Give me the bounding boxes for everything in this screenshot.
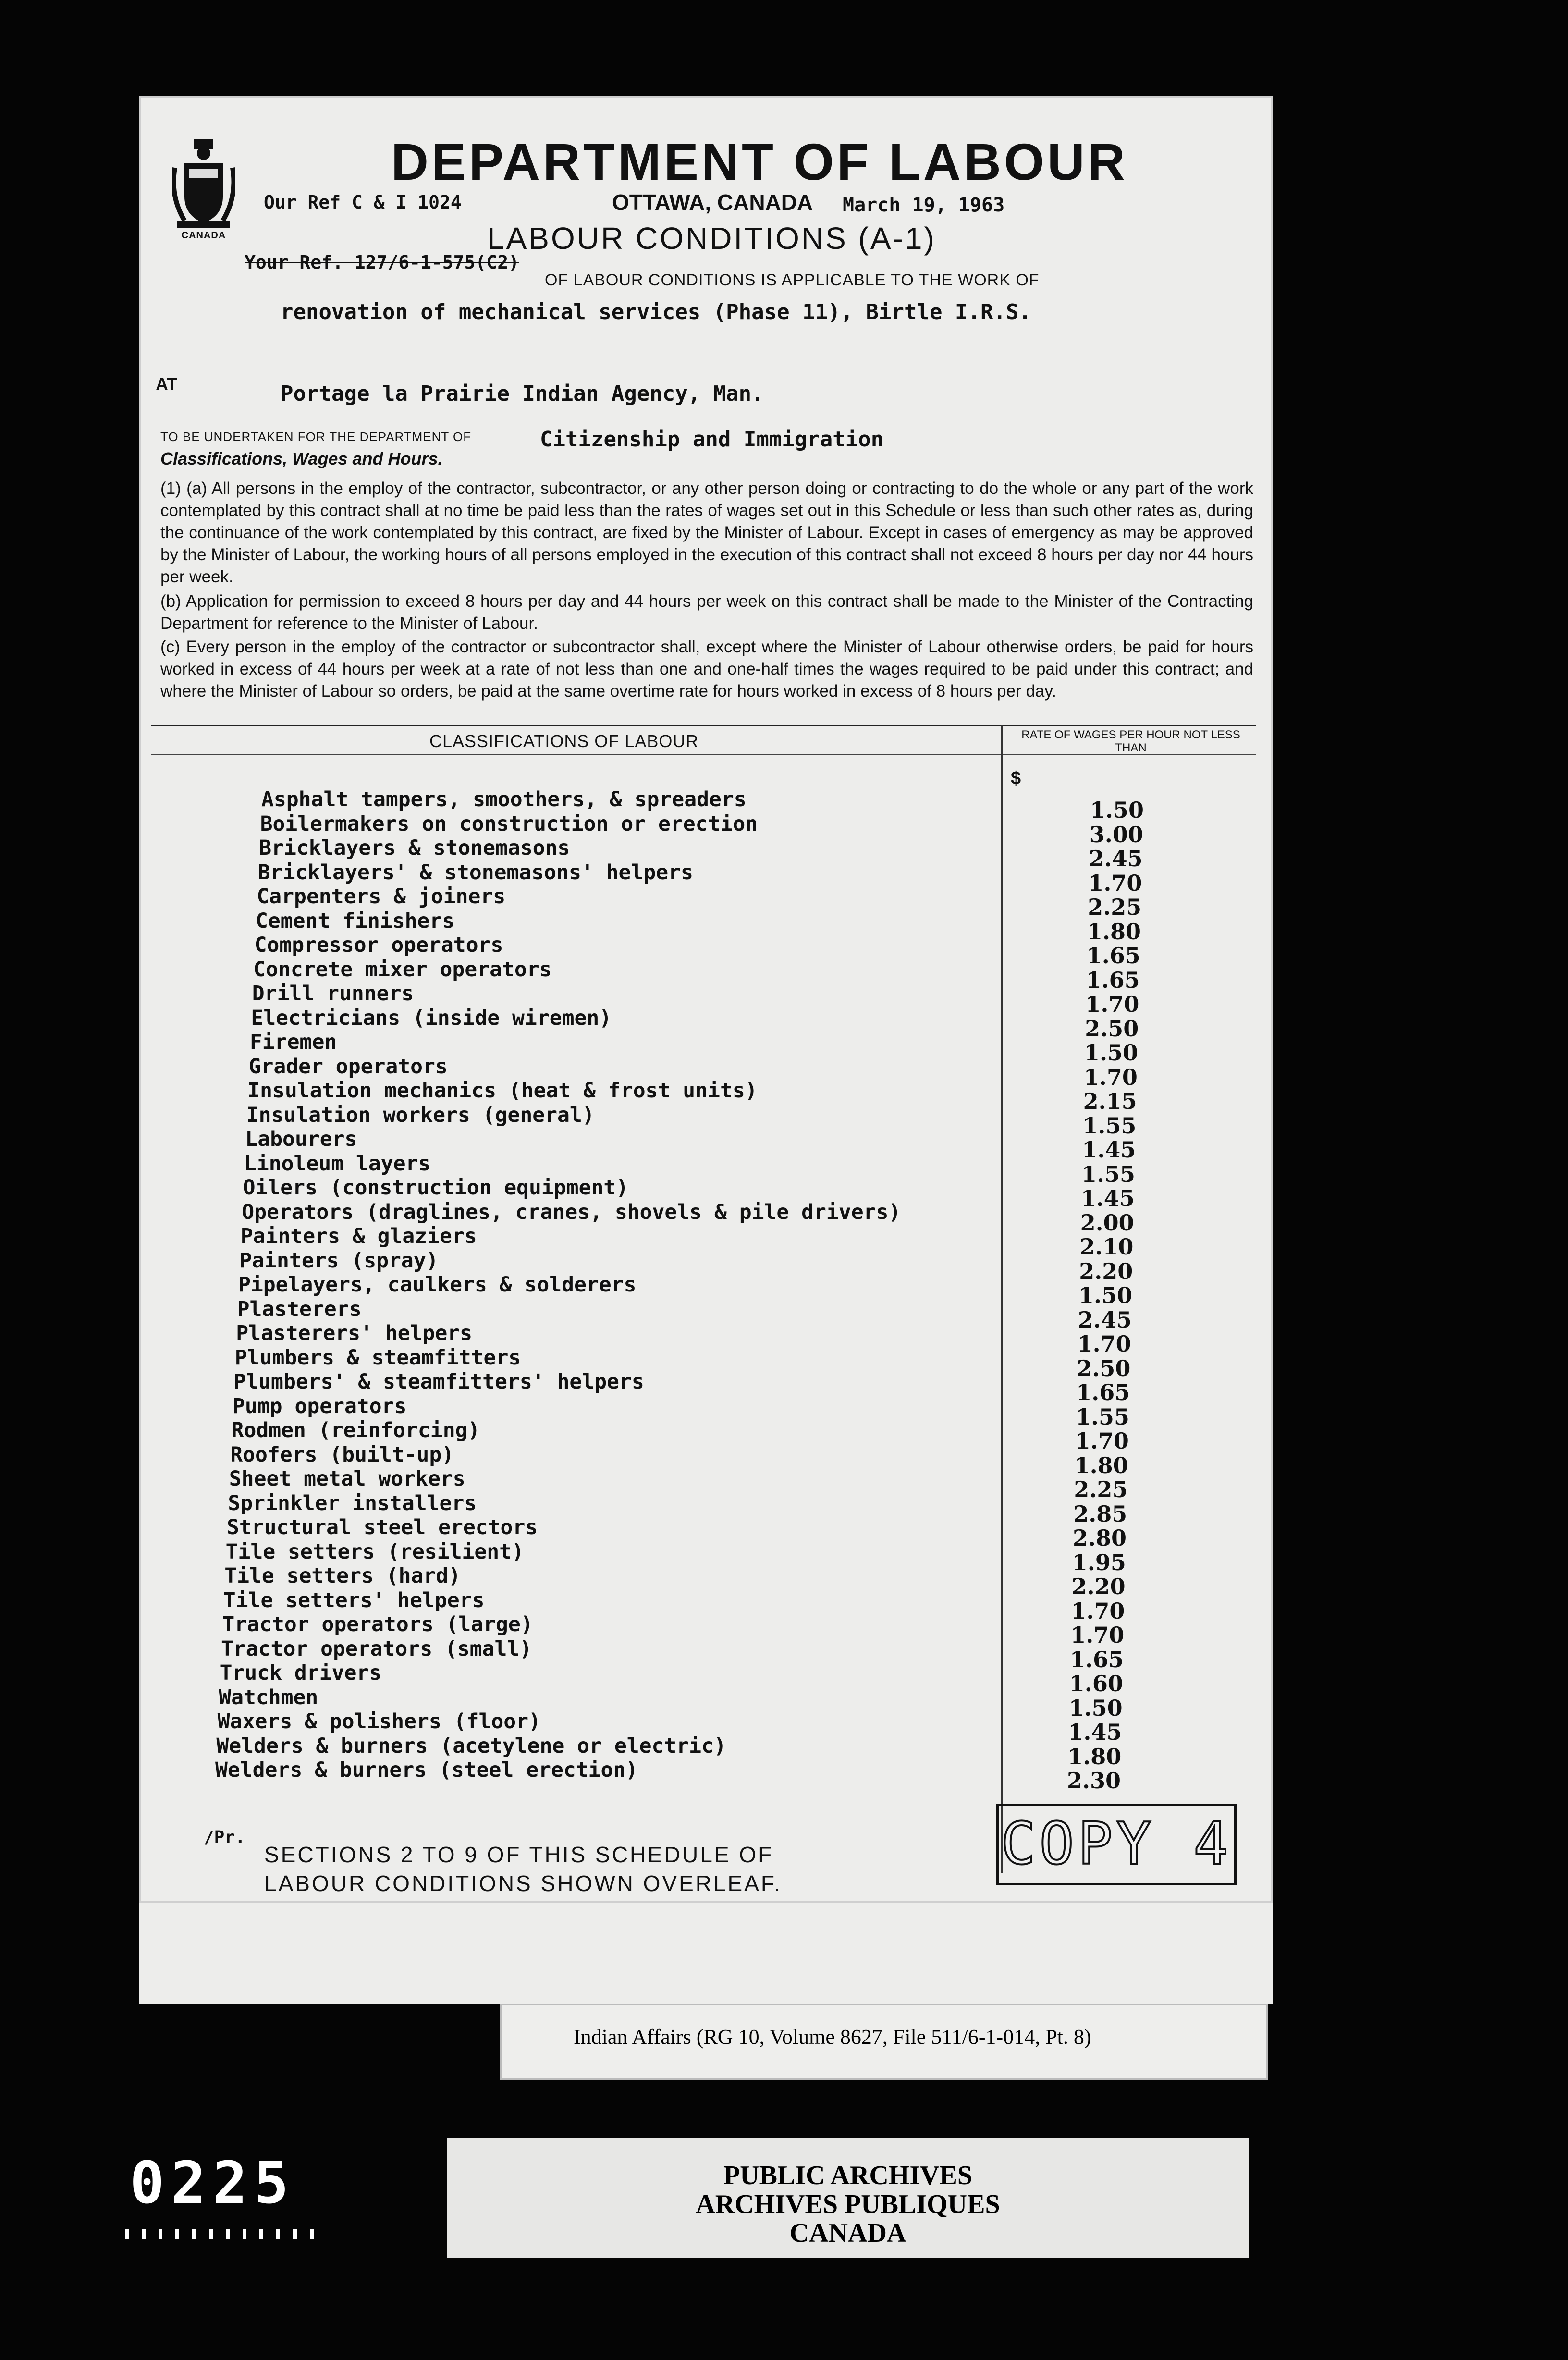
- department-title: DEPARTMENT OF LABOUR: [391, 133, 1128, 191]
- trade-classification: Labourers: [245, 1127, 357, 1151]
- clause-1a: (1) (a) All persons in the employ of the contractor, subcontractor, or any other person doing or contracting to do the whole or any part of the work contemplated by this contract shall at no time be paid less than the rates of wages set out in this Schedule or less than such other rates as, during the continuance of the work contemplated by this contract, are fixed by the Minister of Labour. Except in cases of emergency as may be approved by the Minister of Labour, the working hours of all persons employed in the execution of this contract shall not exceed 8 hours per day nor 44 hours per week.: [160, 479, 1253, 586]
- trade-classification: Operators (draglines, cranes, shovels & pile drivers): [242, 1200, 901, 1224]
- archive-citation: Indian Affairs (RG 10, Volume 8627, File 511/6-1-014, Pt. 8): [500, 2004, 1268, 2080]
- wage-rate: 1.50: [1084, 1040, 1139, 1066]
- archives-line-2: ARCHIVES PUBLIQUES: [696, 2189, 1000, 2219]
- trade-classification: Painters (spray): [239, 1248, 439, 1273]
- trade-classification: Plumbers & steamfitters: [234, 1345, 521, 1370]
- wage-rate: 1.65: [1086, 943, 1140, 969]
- table-top-rule: [151, 725, 1256, 726]
- trade-classification: Insulation workers (general): [246, 1103, 595, 1127]
- wage-rate: 1.65: [1076, 1379, 1130, 1405]
- classifications-column-header: CLASSIFICATIONS OF LABOUR: [429, 731, 699, 751]
- work-description: renovation of mechanical services (Phase 11), Birtle I.R.S.: [281, 300, 1031, 324]
- trade-classification: Sprinkler installers: [228, 1491, 477, 1515]
- wage-rate: 1.45: [1080, 1185, 1135, 1211]
- wage-rate: 1.70: [1083, 1064, 1138, 1090]
- trade-classification: Structural steel erectors: [227, 1515, 538, 1539]
- trade-classification: Tractor operators (small): [221, 1636, 532, 1661]
- rate-column-header: RATE OF WAGES PER HOUR NOT LESS THAN: [1021, 728, 1240, 754]
- archives-line-1: PUBLIC ARCHIVES: [723, 2161, 973, 2190]
- clause-1b: (b) Application for permission to exceed 8 hours per day and 44 hours per week on this contract shall be made to the Minister of the Contracting Department for reference to the Minister of Labour.: [160, 592, 1253, 633]
- wage-rate: 1.70: [1088, 870, 1142, 896]
- trade-classification: Tile setters (resilient): [225, 1539, 524, 1564]
- trade-classification: Drill runners: [252, 982, 414, 1006]
- at-label: AT: [156, 374, 178, 394]
- wage-rate: 2.80: [1073, 1525, 1127, 1551]
- form-title: LABOUR CONDITIONS (A-1): [487, 221, 936, 256]
- trade-classification: Boilermakers on construction or erection: [260, 811, 758, 836]
- wage-rate: 2.50: [1077, 1355, 1131, 1381]
- trade-classification: Truck drivers: [220, 1661, 382, 1685]
- trade-classification: Carpenters & joiners: [257, 885, 506, 909]
- crest-label: CANADA: [181, 230, 226, 241]
- trade-classification: Insulation mechanics (heat & frost units): [247, 1079, 758, 1103]
- trade-classification: Electricians (inside wiremen): [251, 1006, 612, 1030]
- trade-classification: Watchmen: [219, 1685, 318, 1709]
- wage-rate: 1.70: [1077, 1331, 1131, 1357]
- trade-classification: Cement finishers: [256, 909, 455, 933]
- trade-classification: Asphalt tampers, smoothers, & spreaders: [261, 787, 747, 811]
- wage-rate: 2.85: [1073, 1500, 1127, 1527]
- wage-rate: 1.65: [1086, 967, 1140, 993]
- overleaf-line-1: SECTIONS 2 TO 9 OF THIS SCHEDULE OF: [264, 1842, 774, 1867]
- wage-rate: 1.50: [1078, 1282, 1133, 1308]
- wage-rate: 1.70: [1075, 1428, 1129, 1454]
- wage-rate: 1.65: [1070, 1646, 1124, 1672]
- film-sprocket-marks: [125, 2227, 317, 2241]
- trade-classification: Grader operators: [248, 1054, 448, 1079]
- wage-rate: 1.60: [1069, 1671, 1123, 1696]
- table-column-divider: [1001, 725, 1003, 1873]
- wage-rate: 2.20: [1071, 1573, 1126, 1599]
- undertaken-text: TO BE UNDERTAKEN FOR THE DEPARTMENT OF: [160, 430, 472, 444]
- wage-rate: 2.45: [1078, 1306, 1132, 1333]
- trade-classification: Sheet metal workers: [229, 1467, 466, 1491]
- wage-rate: 1.80: [1087, 918, 1141, 945]
- trade-classification: Welders & burners (steel erection): [215, 1758, 638, 1782]
- copy-stamp: [996, 1804, 1237, 1885]
- wage-rate: 1.80: [1074, 1452, 1128, 1478]
- city-line: OTTAWA, CANADA: [612, 190, 813, 215]
- trade-classification: Concrete mixer operators: [253, 957, 552, 982]
- contracting-department: Citizenship and Immigration: [540, 427, 884, 452]
- overleaf-line-2: LABOUR CONDITIONS SHOWN OVERLEAF.: [264, 1871, 782, 1896]
- wage-rate: 1.50: [1068, 1695, 1123, 1721]
- labour-conditions-document: [139, 96, 1273, 1903]
- trade-classification: Tile setters' helpers: [223, 1588, 485, 1612]
- wage-rate: 2.25: [1088, 894, 1142, 920]
- wage-rate: 1.45: [1068, 1719, 1122, 1745]
- currency-symbol: $: [1011, 768, 1021, 788]
- trade-classification: Welders & burners (acetylene or electric): [216, 1733, 726, 1758]
- applicability-text: OF LABOUR CONDITIONS IS APPLICABLE TO THE WORK OF: [545, 271, 1040, 289]
- trade-classification: Linoleum layers: [244, 1151, 431, 1176]
- trade-classification: Plasterers: [237, 1297, 362, 1321]
- wage-rate: 1.45: [1082, 1137, 1136, 1163]
- your-reference: Your Ref. 127/6-1-575(C2): [245, 252, 519, 273]
- wage-rate: 1.55: [1076, 1403, 1130, 1430]
- classifications-heading: Classifications, Wages and Hours.: [160, 449, 443, 468]
- trade-classification: Waxers & polishers (floor): [217, 1709, 541, 1733]
- wage-rate: 2.30: [1067, 1768, 1121, 1794]
- trade-classification: Plasterers' helpers: [236, 1321, 473, 1345]
- wage-rate: 1.80: [1067, 1743, 1122, 1770]
- footnote: /Pr.: [204, 1828, 245, 1847]
- wage-rate: 2.25: [1074, 1476, 1128, 1502]
- archives-line-3: CANADA: [789, 2218, 906, 2248]
- trade-classification: Firemen: [250, 1030, 337, 1054]
- trade-classification: Rodmen (reinforcing): [231, 1418, 480, 1442]
- wage-rate: 1.50: [1090, 797, 1144, 823]
- wage-rate: 2.45: [1089, 846, 1143, 872]
- trade-classification: Bricklayers & stonemasons: [259, 836, 570, 860]
- trade-classification: Tractor operators (large): [222, 1612, 533, 1636]
- trade-classification: Pipelayers, caulkers & solderers: [238, 1273, 637, 1297]
- wage-rate: 2.15: [1083, 1088, 1137, 1114]
- wage-rate: 2.50: [1085, 1015, 1139, 1042]
- canada-coat-of-arms: [170, 139, 237, 245]
- wage-rate: 2.00: [1080, 1209, 1134, 1236]
- wage-rate: 2.20: [1079, 1258, 1133, 1284]
- copy-stamp-text: COPY 4: [1001, 1811, 1232, 1878]
- trade-classification: Painters & glaziers: [240, 1224, 477, 1248]
- overleaf-note: [264, 1840, 782, 1898]
- trade-classification: Oilers (construction equipment): [243, 1176, 629, 1200]
- work-location: Portage la Prairie Indian Agency, Man.: [281, 381, 764, 406]
- coat-of-arms-icon: [172, 139, 235, 230]
- trade-classification: Roofers (built-up): [230, 1442, 454, 1467]
- public-archives-label: [447, 2138, 1249, 2258]
- wage-rate: 1.95: [1072, 1549, 1126, 1575]
- trade-classification: Compressor operators: [254, 933, 503, 957]
- wage-rate: 1.55: [1082, 1112, 1137, 1139]
- wage-rate: 2.10: [1079, 1234, 1134, 1260]
- wage-rate: 1.70: [1085, 991, 1139, 1017]
- trade-classification: Plumbers' & steamfitters' helpers: [233, 1370, 644, 1394]
- clause-1c: (c) Every person in the employ of the contractor or subcontractor shall, except where the Minister of Labour otherwise orders, be paid for hours worked in excess of 44 hours per week at a rate of not less than one and one-half times the wages required to be paid under this contract; and where the Minister of Labour so orders, be paid at the same overtime rate for hours worked in excess of 8 hours per day.: [160, 638, 1253, 701]
- document-date: March 19, 1963: [843, 194, 1005, 216]
- wage-rate: 1.70: [1071, 1598, 1125, 1624]
- wage-rate: 3.00: [1089, 821, 1143, 848]
- wage-rate: 1.55: [1081, 1161, 1136, 1187]
- wage-rate: 1.70: [1070, 1622, 1125, 1648]
- microfilm-frame-number: 0225: [130, 2150, 295, 2217]
- trade-classification: Pump operators: [233, 1394, 407, 1418]
- trade-classification: Bricklayers' & stonemasons' helpers: [257, 860, 693, 885]
- trade-classification: Tile setters (hard): [224, 1564, 461, 1588]
- our-reference: Our Ref C & I 1024: [264, 192, 462, 213]
